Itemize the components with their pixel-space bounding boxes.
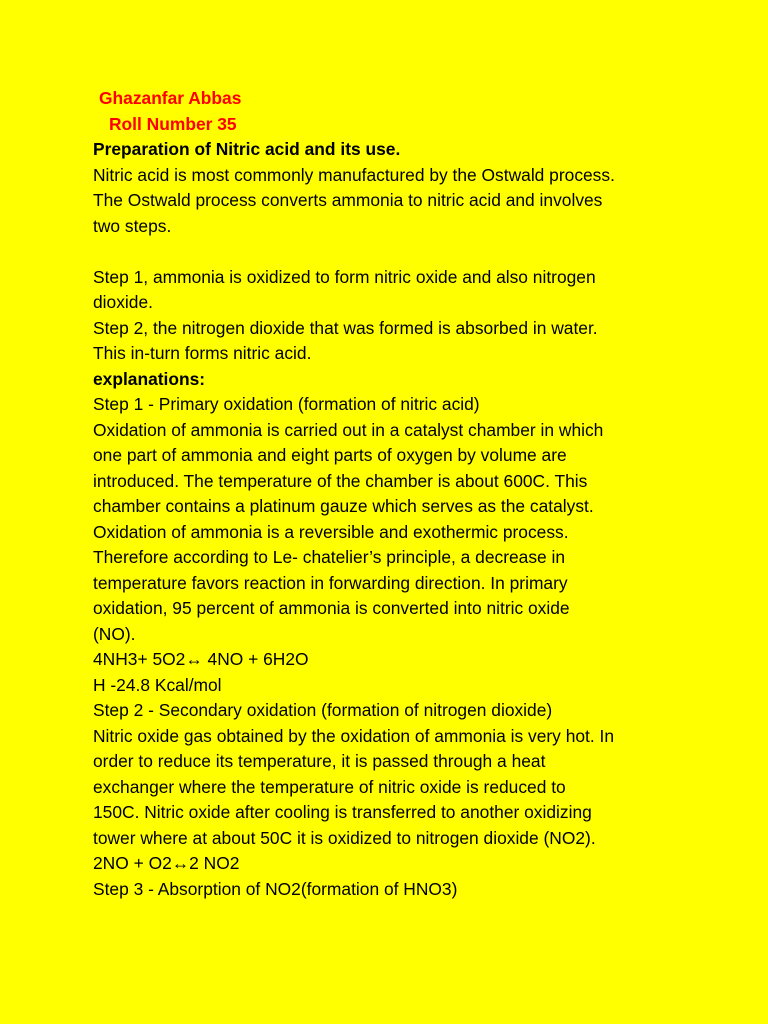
text-line: Step 1, ammonia is oxidized to form nitric oxide and also nitrogen <box>93 266 596 287</box>
document-title: Preparation of Nitric acid and its use. <box>93 139 401 159</box>
equation-no-oxidation: 2NO + O2↔2 NO2 <box>93 853 240 873</box>
text-line: oxidation, 95 percent of ammonia is converted into nitric oxide <box>93 598 570 618</box>
text-line: (NO). <box>93 623 136 644</box>
text-line: Oxidation of ammonia is carried out in a catalyst chamber in which <box>93 419 604 440</box>
blank-line <box>93 239 708 265</box>
explanations-heading: explanations: <box>93 368 206 389</box>
text-line: Step 2, the nitrogen dioxide that was formed is absorbed in water. <box>93 317 598 338</box>
text-line: temperature favors reaction in forwarding direction. In primary <box>93 572 568 593</box>
text-line: order to reduce its temperature, it is passed through a heat <box>93 751 546 771</box>
intro-paragraph <box>93 163 708 240</box>
text-line: 150C. Nitric oxide after cooling is transferred to another oxidizing <box>93 802 592 822</box>
text-line: This in-turn forms nitric acid. <box>93 343 312 363</box>
equation-ammonia-oxidation: 4NH3+ 5O2↔ 4NO + 6H2O <box>93 649 309 669</box>
author-name: Ghazanfar Abbas <box>99 88 242 108</box>
text-line: dioxide. <box>93 292 153 312</box>
text-line: Nitric oxide gas obtained by the oxidation of ammonia is very hot. In <box>93 725 615 746</box>
text-line: tower where at about 50C it is oxidized to nitrogen dioxide (NO2). <box>93 827 596 848</box>
enthalpy-value: H -24.8 Kcal/mol <box>93 674 222 695</box>
text-line: Nitric acid is most commonly manufactured by the Ostwald process. <box>93 164 615 185</box>
text-line: The Ostwald process converts ammonia to nitric acid and involves <box>93 190 603 210</box>
step-2-heading: Step 2 - Secondary oxidation (formation of nitrogen dioxide) <box>93 700 553 720</box>
text-line: Therefore according to Le- chatelier’s principle, a decrease in <box>93 547 566 567</box>
step-1-heading: Step 1 - Primary oxidation (formation of nitric acid) <box>93 394 480 414</box>
text-line: exchanger where the temperature of nitric oxide is reduced to <box>93 776 566 797</box>
text-line: one part of ammonia and eight parts of oxygen by volume are <box>93 445 567 465</box>
text-line: chamber contains a platinum gauze which serves as the catalyst. <box>93 496 594 516</box>
steps-summary <box>93 265 708 367</box>
text-line: two steps. <box>93 215 172 236</box>
text-line: introduced. The temperature of the chamber is about 600C. This <box>93 470 588 491</box>
text-line: Oxidation of ammonia is a reversible and exothermic process. <box>93 521 569 542</box>
author-roll-number: Roll Number 35 <box>109 113 237 134</box>
step-3-heading: Step 3 - Absorption of NO2(formation of HNO3) <box>93 878 458 899</box>
explanations-body <box>93 392 708 902</box>
